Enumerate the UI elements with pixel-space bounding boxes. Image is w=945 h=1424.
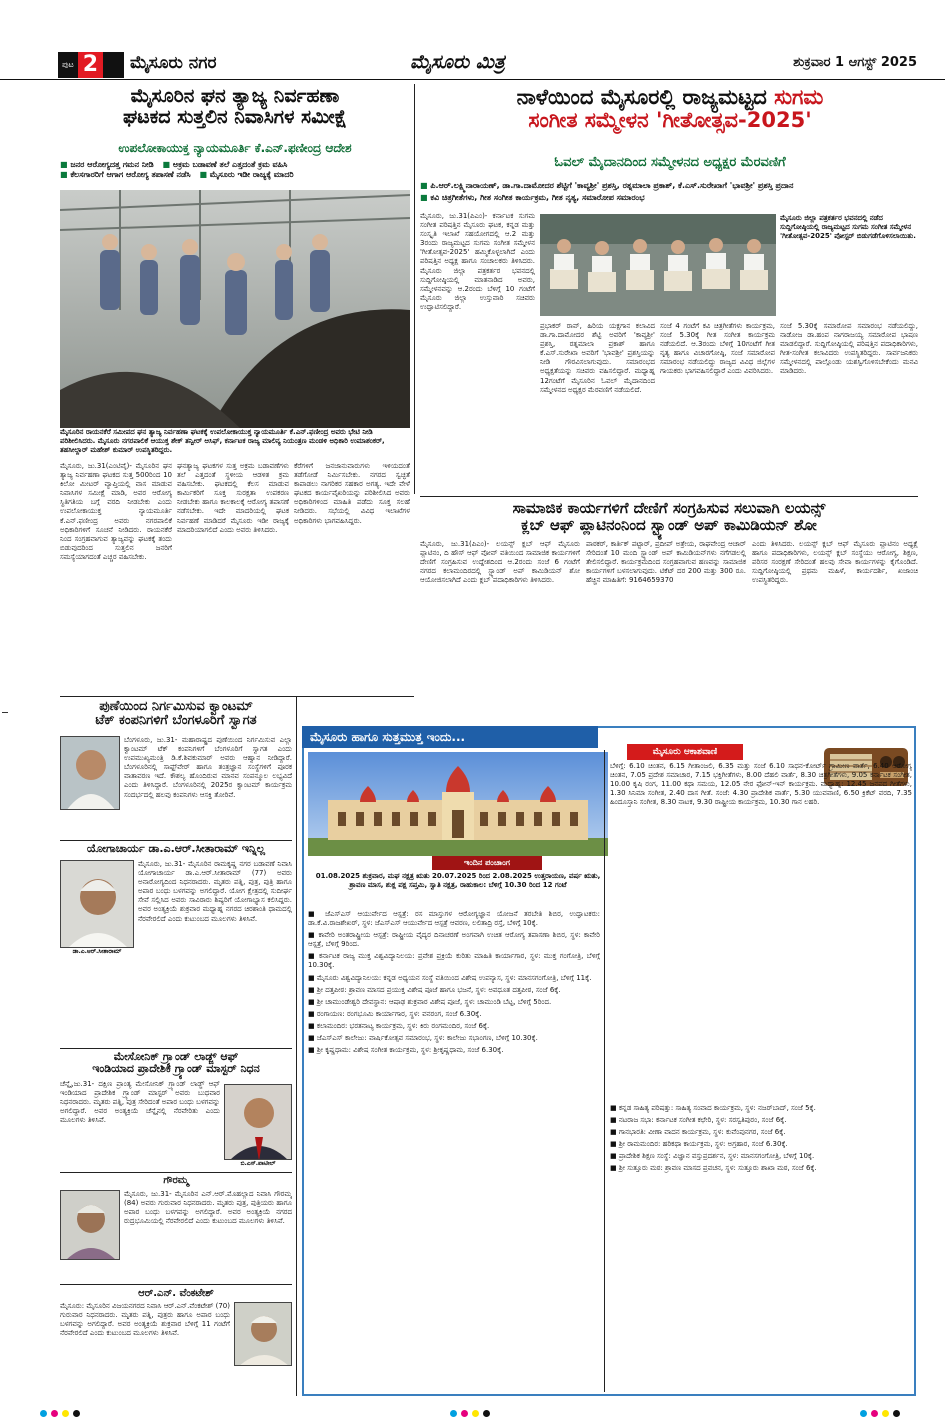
story6-headline (60, 1051, 292, 1075)
story2-headline-part2: ಸುಗಮ (774, 85, 824, 109)
event-item: ■ ಶ್ರೀ ಚಾಮುಂಡೇಶ್ವರಿ ದೇವಸ್ಥಾನ: ಆಷಾಢ ಶುಕ್ರವಾರ ವಿಶೇಷ ಪೂಜೆ, ಸ್ಥಳ: ಚಾಮುಂಡಿ ಬೆಟ್ಟ, ಬೆಳಿಗ್ಗೆ 5ರಿಂದ. (308, 997, 552, 1006)
event-item: ■ ರಂಗಾಯಣ: ರಂಗಭೂಮಿ ಕಾರ್ಯಾಗಾರ, ಸ್ಥಳ: ವನರಂಗ, ಸಂಜೆ 6.30ಕ್ಕೆ. (308, 1009, 482, 1018)
event-item: ■ ಕರ್ನಾಟಕ ರಾಜ್ಯ ಮುಕ್ತ ವಿಶ್ವವಿದ್ಯಾನಿಲಯ: ಪ್ರವೇಶ ಪ್ರಕ್ರಿಯೆ ಕುರಿತು ಮಾಹಿತಿ ಕಾರ್ಯಾಗಾರ, ಸ್ಥಳ: ಮುಕ್ತ ಗಂಗೋತ್ರಿ, ಬೆಳಿಗ್ಗೆ 10.30ಕ್ಕೆ. (308, 952, 600, 970)
panchanga-header: ಇಂದಿನ ಪಂಚಾಂಗ (432, 856, 542, 870)
story4-headline-line1: ಪುಣೆಯಿಂದ ನಿರ್ಗಮಿಸುವ ಕ್ವಾಂಟಮ್ (99, 699, 253, 714)
story1-photo (60, 190, 410, 428)
event-item: ■ ಜೆಎಸ್‌ಎಸ್ ಆಯುರ್ವೇದ ಆಸ್ಪತ್ರೆ: ರಸ ಮಾಸ್ತುಗಳ ಆರೋಗ್ಯಜ್ಞಾನ ಯೋಜನೆ ತರಬೇತಿ ಶಿಬಿರ, ಉದ್ಘಾಟಕರು: ಡಾ.ಕೆ.ವಿ.ರಾಜಶೇಖರ್, ಸ್ಥಳ: ಜೆಎಸ್‌ಎಸ್ ಆಯುರ್ವೇದ ಆಸ್ಪತ್ರೆ ಆವರಣ, ಲಲಿತಾದ್ರಿ ರಸ್ತೆ, ಬೆಳಿಗ್ಗೆ 10ಕ್ಕೆ. (308, 910, 600, 928)
magenta-dot (51, 1410, 58, 1417)
story4-body: ಬೆಂಗಳೂರು, ಜು.31- ಮಹಾರಾಷ್ಟ್ರದ ಪುಣೆಯಿಂದ ನಿರ್ಗಮಿಸುವ ಎಲ್ಲಾ ಕ್ವಾಂಟಮ್ ಟೆಕ್ ಕಂಪನಿಗಳಿಗೆ ಬೆಂಗಳೂರಿಗೆ ಸ್ವಾಗತ ಎಂದು ಉಪಮುಖ್ಯಮಂತ್ರಿ ಡಿ.ಕೆ.ಶಿವಕುಮಾರ್ ಅವರು ಆಹ್ವಾನ ನೀಡಿದ್ದಾರೆ. ಬೆಂಗಳೂರಿನಲ್ಲಿ ಸಾಫ್ಟ್‌ವೇರ್ ಹಾಗೂ ತಂತ್ರಜ್ಞಾನ ಸಂಸ್ಥೆಗಳಿಗೆ ಪೂರಕ ವಾತಾವರಣ ಇದೆ. ಕೌಶಲ್ಯ ಹೊಂದಿರುವ ಮಾನವ ಸಂಪನ್ಮೂಲ ಲಭ್ಯವಿದೆ ಎಂದು ತಿಳಿಸಿದ್ದಾರೆ. ಬೆಂಗಳೂರಿನಲ್ಲಿ 2025ರ ಕ್ವಾಂಟಮ್ ಕಾರ್ಯಕ್ರಮ ಸಂದರ್ಭದಲ್ಲಿ ಹಲವು ಕಂಪನಿಗಳು ಆಸಕ್ತಿ ತೋರಿವೆ. (124, 736, 292, 799)
page-label: ಪುಟ (62, 59, 74, 69)
story5-bottom-rule (60, 1048, 292, 1049)
obit1-body: ಮೈಸೂರು, ಜು.31- ಮೈಸೂರಿನ ಎನ್.ಆರ್.ಮೊಹಲ್ಲಾದ ನಿವಾಸಿ ಗೌರಮ್ಮ (84) ಅವರು ಗುರುವಾರ ನಿಧನರಾದರು. ಮೃತರು ಪುತ್ರ, ಪುತ್ರಿಯರು ಹಾಗೂ ಅಪಾರ ಬಂಧು ಬಳಗವನ್ನು ಅಗಲಿದ್ದಾರೆ. ಅವರ ಅಂತ್ಯಕ್ರಿಯೆ ನಗರದ ರುದ್ರಭೂಮಿಯಲ್ಲಿ ನೆರವೇರಲಿದೆ ಎಂದು ಕುಟುಂಬದ ಮೂಲಗಳು ತಿಳಿಸಿವೆ. (124, 1190, 292, 1226)
bullet: ■ ಮೈಸೂರು ಇಡೀ ರಾಜ್ಯಕ್ಕೆ ಮಾದರಿ (199, 170, 293, 180)
column-divider (414, 84, 415, 494)
story1-subhead: ಉಪಲೋಕಾಯುಕ್ತ ನ್ಯಾಯಮೂರ್ತಿ ಕೆ.ಎನ್.ಫಣೀಂದ್ರ ಆದೇಶ (118, 141, 352, 155)
story2-headline-line2: ಸಂಗೀತ ಸಮ್ಮೇಳನ 'ಗೀತೋತ್ಸವ-2025' (528, 108, 812, 133)
story2-caption: ಮೈಸೂರು ಜಿಲ್ಲಾ ಪತ್ರಕರ್ತರ ಭವನದಲ್ಲಿ ನಡೆದ ಸುದ್ದಿಗೋಷ್ಠಿಯಲ್ಲಿ ರಾಜ್ಯಮಟ್ಟದ ಸುಗಮ ಸಂಗೀತ ಸಮ್ಮೇಳನ 'ಗೀತೋತ್ಸವ-2025' ಪೋಸ್ಟರ್ ಬಿಡುಗಡೆಗೊಳಿಸಲಾಯಿತು. (780, 214, 916, 241)
story3-headline (420, 500, 918, 533)
event-item: ■ ಜೆಎಸ್‌ಎಸ್ ಕಾಲೇಜು: ವಾರ್ಷಿಕೋತ್ಸವ ಸಮಾರಂಭ, ಸ್ಥಳ: ಕಾಲೇಜು ಸಭಾಂಗಣ, ಬೆಳಿಗ್ಗೆ 10.30ಕ್ಕೆ. (308, 1034, 538, 1043)
story4-headline-line2: ಟೆಕ್ ಕಂಪನಿಗಳಿಗೆ ಬೆಂಗಳೂರಿಗೆ ಸ್ವಾಗತ (95, 713, 257, 729)
story3-body-col2: ಪಾಠಕರ್, ಕಾರ್ತಿಕ್ ಪಟ್ಟಾರ್, ಪ್ರದೀಪ್ ಅತ್ರೇಯ, ರಾಘವೇಂದ್ರ ಆಚಾರ್ ಸೇರಿದಂತೆ 10 ಮಂದಿ ಸ್ಟ್ಯಾಂಡ್ ಅಪ್ ಕಾಮಿಡಿಯನ್‌ಗಳು ನಗೆಗಡಲಲ್ಲಿ ತೇಲಿಸಲಿದ್ದಾರೆ. ಕಾರ್ಯಕ್ರಮದಿಂದ ಸಂಗ್ರಹವಾಗುವ ಹಣವನ್ನು ಸಾಮಾಜಿಕ ಕಾರ್ಯಗಳಿಗೆ ಬಳಸಲಾಗುವುದು. ಟಿಕೆಟ್ ದರ 200 ಮತ್ತು 300 ರೂ. ಹೆಚ್ಚಿನ ಮಾಹಿತಿಗೆ: 9164659370 (586, 540, 746, 585)
event-item: ■ ಶ್ರೀ ದತ್ತಪೀಠ: ಶ್ರಾವಣ ಮಾಸದ ಪ್ರಯುಕ್ತ ವಿಶೇಷ ಪೂಜೆ ಹಾಗೂ ಭಜನೆ, ಸ್ಥಳ: ಅವಧೂತ ದತ್ತಪೀಠ, ಸಂಜೆ 6ಕ್ಕೆ. (308, 985, 561, 994)
story5-photo (60, 860, 134, 948)
panchanga-text: 01.08.2025 ಶುಕ್ರವಾರ, ಮಘ ನಕ್ಷತ್ರ ಋತು 20.07.2025 ರಿಂದ 2.08.2025 ಉತ್ತರಾಯಣ, ವರ್ಷ ಋತು, ಶ್ರಾವಣ ಮಾಸ, ಶುಕ್ಲ ಪಕ್ಷ ಸಪ್ತಮಿ, ಸ್ವಾತಿ ನಕ್ಷತ್ರ, ರಾಹುಕಾಲ: ಬೆಳಿಗ್ಗೆ 10.30 ರಿಂದ 12 ಗಂಟೆ (315, 872, 601, 890)
bullet: ■ ಕೆಲಸಗಾರರಿಗೆ ಆಗಾಗ ಆರೋಗ್ಯ ತಪಾಸಣೆ ನಡೆಸಿ (60, 170, 191, 180)
story3-body-col1: ಮೈಸೂರು, ಜು.31(ಪಿಎಂ)- ಲಯನ್ಸ್ ಕ್ಲಬ್ ಆಫ್ ಮೈಸೂರು ಪ್ಲಾಟಿನಂ, ದಿ ಹೌಸ್ ಆಫ್ ವೋವ್ ವತಿಯಿಂದ ಸಾಮಾಜಿಕ ಕಾರ್ಯಗಳಿಗೆ ದೇಣಿಗೆ ಸಂಗ್ರಹಿಸುವ ಉದ್ದೇಶದಿಂದ ಆ.2ರಂದು ಸಂಜೆ 6 ಗಂಟೆಗೆ ನಗರದ ಕಲಾಮಂದಿರದಲ್ಲಿ ಸ್ಟ್ಯಾಂಡ್ ಅಪ್ ಕಾಮಿಡಿಯನ್ ಶೋ ಆಯೋಜಿಸಲಾಗಿದೆ ಎಂದು ಕ್ಲಬ್ ಪದಾಧಿಕಾರಿಗಳು ತಿಳಿಸಿದರು. (420, 540, 580, 585)
story2-bottom-rule (420, 496, 918, 497)
grand-master-photo (225, 1085, 292, 1160)
mysore-palace-illustration (308, 752, 608, 856)
press-meet-photo (540, 214, 776, 316)
obit1-photo (60, 1190, 120, 1260)
event-item: ■ ಶ್ರೀ ಕೃಷ್ಣಧಾಮ: ವಿಶೇಷ ಸಂಗೀತ ಕಾರ್ಯಕ್ರಮ, ಸ್ಥಳ: ಶ್ರೀಕೃಷ್ಣಧಾಮ, ಸಂಜೆ 6.30ಕ್ಕೆ. (308, 1046, 504, 1055)
event-item: ■ ಕಲಾಮಂದಿರ: ಭರತನಾಟ್ಯ ಕಾರ್ಯಕ್ರಮ, ಸ್ಥಳ: ಕಿರು ರಂಗಮಂದಿರ, ಸಂಜೆ 6ಕ್ಕೆ. (308, 1021, 490, 1030)
bullet: ■ ಕವಿ ಚಿತ್ರಗೀತೆಗಳು, ಗೀತ ಸಂಗೀತ ಕಾರ್ಯಕ್ರಮ, ಗೀತ ನೃತ್ಯ, ಸಮಾರೋಪ ಸಮಾರಂಭ (420, 192, 645, 204)
black-dot (483, 1410, 490, 1417)
story3-headline-line1: ಸಾಮಾಜಿಕ ಕಾರ್ಯಗಳಿಗೆ ದೇಣಿಗೆ ಸಂಗ್ರಹಿಸುವ ಸಲುವಾಗಿ ಲಯನ್ಸ್ (512, 499, 826, 517)
story2-headline (420, 86, 920, 132)
margin-tick (2, 712, 8, 713)
story1-headline-line2: ಘಟಕದ ಸುತ್ತಲಿನ ನಿವಾಸಿಗಳ ಸಮೀಕ್ಷೆ (123, 105, 347, 128)
story6-headline-line2: ಇಂಡಿಯಾದ ಪ್ರಾದೇಶಿಕ ಗ್ರ್ಯಾಂಡ್ ಮಾಸ್ಟರ್ ನಿಧನ (92, 1062, 260, 1076)
events-column-divider (604, 750, 605, 1392)
cyan-dot (450, 1410, 457, 1417)
story1-bottom-rule (60, 696, 414, 697)
cyan-dot (40, 1410, 47, 1417)
story6-photo (224, 1084, 292, 1160)
radio-header: ಮೈಸೂರು ಆಕಾಶವಾಣಿ (627, 744, 743, 760)
story1-bullets (60, 160, 412, 180)
cyan-dot (860, 1410, 867, 1417)
radio-schedule: ಬೆಳಿಗ್ಗೆ: 6.10 ಚಿಂತನ, 6.15 ಗೀತಾಂಜಲಿ, 6.35 ಮತ್ತು ಸಂಜೆ 6.10 ಸಾಧನ-ಕೋರ್ಟ್ ಗ್ರಾಮೀಣ ವಾರ್ತೆ, 6.40 ಆರೋಗ್ಯ ಚಿಂತನ, 7.05 ಪ್ರದೇಶ ಸಮಾಚಾರ, 7.15 ಭಕ್ತಿಗೀತೆಗಳು, 8.00 ದೆಹಲಿ ವಾರ್ತೆ, 8.30 ಚಿತ್ರಗೀತೆಗಳು, 9.05 ಕರ್ನಾಟಕ ಸಂಗೀತ, 10.00 ಕೃಷಿ ರಂಗ, 11.00 ಕಥಾ ಸಮಯ, 12.05 ನೇರ ಫೋನ್-ಇನ್ ಕಾರ್ಯಕ್ರಮ. ಮಧ್ಯಾಹ್ನ: 12.45 ಜನಪದ ಗೀತೆಗಳು, 1.30 ಸಿನಿಮಾ ಸಂಗೀತ, 2.40 ದಾಸ ಗೀತೆ. ಸಂಜೆ: 4.30 ಪ್ರಾದೇಶಿಕ ವಾರ್ತೆ, 5.30 ಯುವವಾಣಿ, 6.50 ಕ್ರಿಕೆಟ್ ವರದಿ, 7.35 ಹಿಂದೂಸ್ತಾನಿ ಸಂಗೀತ, 8.30 ನಾಟಕ, 9.30 ರಾಷ್ಟ್ರೀಯ ಕಾರ್ಯಕ್ರಮ, 10.30 ಗಾನ ಲಹರಿ. (610, 762, 912, 807)
registration-marks-center (450, 1410, 490, 1418)
story2-body-col1: ಮೈಸೂರು, ಜು.31(ಪಿಎಂ)- ಕರ್ನಾಟಕ ಸುಗಮ ಸಂಗೀತ ಪರಿಷತ್ತಿನ ಮೈಸೂರು ಘಟಕ, ಕನ್ನಡ ಮತ್ತು ಸಂಸ್ಕೃತಿ ಇಲಾಖೆ ಸಹಯೋಗದಲ್ಲಿ ಆ.2 ಮತ್ತು 3ರಂದು ರಾಜ್ಯಮಟ್ಟದ ಸುಗಮ ಸಂಗೀತ ಸಮ್ಮೇಳನ 'ಗೀತೋತ್ಸವ-2025' ಹಮ್ಮಿಕೊಳ್ಳಲಾಗಿದೆ ಎಂದು ಪರಿಷತ್ತಿನ ಅಧ್ಯಕ್ಷ ಹಾಗೂ ಸಂಚಾಲಕರು ತಿಳಿಸಿದರು. ಮೈಸೂರು ಜಿಲ್ಲಾ ಪತ್ರಕರ್ತರ ಭವನದಲ್ಲಿ ಸುದ್ದಿಗೋಷ್ಠಿಯಲ್ಲಿ ಮಾತನಾಡಿದ ಅವರು, ಸಮ್ಮೇಳನವನ್ನು ಆ.2ರಂದು ಬೆಳಿಗ್ಗೆ 10 ಗಂಟೆಗೆ ಮೈಸೂರು ಜಿಲ್ಲಾ ಉಸ್ತುವಾರಿ ಸಚಿವರು ಉದ್ಘಾಟಿಸಲಿದ್ದಾರೆ. (420, 212, 535, 311)
events-list-col2 (610, 1104, 912, 1392)
story5-photo-caption: ಡಾ.ಎ.ಆರ್.ಸೀತಾರಾಮ್ (72, 948, 122, 955)
story2-headline-line1 (420, 86, 920, 109)
event-item: ■ ಪ್ರಾದೇಶಿಕ ಶಿಕ್ಷಣ ಸಂಸ್ಥೆ: ವಿಜ್ಞಾನ ವಸ್ತುಪ್ರದರ್ಶನ, ಸ್ಥಳ: ಮಾನಸಗಂಗೋತ್ರಿ, ಬೆಳಿಗ್ಗೆ 10ಕ್ಕೆ. (610, 1152, 815, 1161)
sitaram-photo (61, 861, 134, 948)
registration-marks-left (40, 1410, 80, 1418)
event-item: ■ ಕನ್ನಡ ಸಾಹಿತ್ಯ ಪರಿಷತ್ತು: ಸಾಹಿತ್ಯ ಸಂವಾದ ಕಾರ್ಯಕ್ರಮ, ಸ್ಥಳ: ನಜರ್‌ಬಾದ್, ಸಂಜೆ 5ಕ್ಕೆ. (610, 1104, 816, 1112)
story5-headline: ಯೋಗಾಚಾರ್ಯ ಡಾ.ಎ.ಆರ್.ಸೀತಾರಾಮ್ ಇನ್ನಿಲ್ಲ (86, 842, 266, 855)
story2-bullets (420, 180, 920, 204)
black-dot (893, 1410, 900, 1417)
magenta-dot (461, 1410, 468, 1417)
yellow-dot (882, 1410, 889, 1417)
event-item: ■ ಕಾವೇರಿ ಅಂತರಾಷ್ಟ್ರೀಯ ಆಸ್ಪತ್ರೆ: ರಾಷ್ಟ್ರೀಯ ವೈದ್ಯರ ದಿನಾಚರಣೆ ಅಂಗವಾಗಿ ಉಚಿತ ಆರೋಗ್ಯ ತಪಾಸಣಾ ಶಿಬಿರ, ಸ್ಥಳ: ಕಾವೇರಿ ಆಸ್ಪತ್ರೆ, ಬೆಳಿಗ್ಗೆ 9ರಿಂದ. (308, 931, 600, 949)
section-name: ಮೈಸೂರು ನಗರ (130, 53, 217, 73)
story4-photo (60, 736, 120, 810)
event-item: ■ ಶ್ರೀ ರಾಮಮಂದಿರ: ಹರಿಕಥಾ ಕಾರ್ಯಕ್ರಮ, ಸ್ಥಳ: ಅಗ್ರಹಾರ, ಸಂಜೆ 6.30ಕ್ಕೆ. (610, 1140, 788, 1149)
venkatesh-photo (235, 1303, 292, 1366)
event-item: ■ ಮೈಸೂರು ವಿಶ್ವವಿದ್ಯಾನಿಲಯ: ಕನ್ನಡ ಅಧ್ಯಯನ ಸಂಸ್ಥೆ ವತಿಯಿಂದ ವಿಶೇಷ ಉಪನ್ಯಾಸ, ಸ್ಥಳ: ಮಾನಸಗಂಗೋತ್ರಿ, ಬೆಳಿಗ್ಗೆ 11ಕ್ಕೆ. (308, 973, 592, 982)
story2-body-col4: ಸಂಜೆ 5.30ಕ್ಕೆ ಸಮಾರೋಪ ಸಮಾರಂಭ ನಡೆಯಲಿದ್ದು, ನಾಡೋಜ ಡಾ.ಹಂಪ ನಾಗರಾಜಯ್ಯ ಸಮಾರೋಪ ಭಾಷಣ ಮಾಡಲಿದ್ದಾರೆ. ಸುದ್ದಿಗೋಷ್ಠಿಯಲ್ಲಿ ಪರಿಷತ್ತಿನ ಪದಾಧಿಕಾರಿಗಳು, ಗೀತ-ಸಂಗೀತ ಕಲಾವಿದರು ಉಪಸ್ಥಿತರಿದ್ದರು. ಸಾರ್ವಜನಿಕರು ಸಮ್ಮೇಳನದಲ್ಲಿ ಪಾಲ್ಗೊಂಡು ಯಶಸ್ವಿಗೊಳಿಸಬೇಕೆಂದು ಮನವಿ ಮಾಡಿದರು. (780, 322, 918, 376)
story2-body-col3: ಸಂಜೆ 4 ಗಂಟೆಗೆ ಕವಿ ಚಿತ್ರಗೀತೆಗಳು ಕಾರ್ಯಕ್ರಮ, ಸಂಜೆ 5.30ಕ್ಕೆ ಗೀತ ಸಂಗೀತ ಕಾರ್ಯಕ್ರಮ ನಡೆಯಲಿದೆ. ಆ.3ರಂದು ಬೆಳಿಗ್ಗೆ 10ಗಂಟೆಗೆ ಗೀತ ನೃತ್ಯ ಹಾಗೂ ವಿಚಾರಗೋಷ್ಠಿ, ಸಂಜೆ ಸಮಾರೋಪ ಸಮಾರಂಭ ನಡೆಯಲಿದ್ದು ರಾಜ್ಯದ ವಿವಿಧ ಜಿಲ್ಲೆಗಳ ಗಾಯಕರು ಭಾಗವಹಿಸಲಿದ್ದಾರೆ ಎಂದು ವಿವರಿಸಿದರು. (660, 322, 775, 376)
event-item: ■ ನಟರಾಜ ಸಭಾ: ಕರ್ನಾಟಕ ಸಂಗೀತ ಕಛೇರಿ, ಸ್ಥಳ: ಸರಸ್ವತಿಪುರಂ, ಸಂಜೆ 6ಕ್ಕೆ. (610, 1116, 787, 1125)
obit1-bottom-rule (60, 1284, 292, 1285)
story6-headline-line1: ಮೇಸೋನಿಕ್ ಗ್ರ್ಯಾಂಡ್ ಲಾಡ್ಜ್ ಆಫ್ (113, 1050, 239, 1063)
obit2-photo (234, 1302, 292, 1366)
newspaper-logo: ಮೈಸೂರು ಮಿತ್ರ (410, 51, 505, 73)
story1-headline (60, 86, 410, 128)
story1-headline-line1: ಮೈಸೂರಿನ ಘನ ತ್ಯಾಜ್ಯ ನಿರ್ವಹಣಾ (130, 85, 340, 107)
story2-photo (540, 214, 776, 316)
magenta-dot (871, 1410, 878, 1417)
obit2-body: ಮೈಸೂರು: ಮೈಸೂರಿನ ವಿಜಯನಗರದ ನಿವಾಸಿ ಆರ್.ಎನ್.ವೆಂಕಟೇಶ್ (70) ಗುರುವಾರ ನಿಧನರಾದರು. ಮೃತರು ಪತ್ನಿ, ಪುತ್ರರು ಹಾಗೂ ಅಪಾರ ಬಂಧು ಬಳಗವನ್ನು ಅಗಲಿದ್ದಾರೆ. ಅವರ ಅಂತ್ಯಕ್ರಿಯೆ ಶುಕ್ರವಾರ ಬೆಳಿಗ್ಗೆ 11 ಗಂಟೆಗೆ ನೆರವೇರಲಿದೆ ಎಂದು ಕುಟುಂಬದ ಮೂಲಗಳು ತಿಳಿಸಿವೆ. (60, 1302, 230, 1338)
story6-bottom-rule (60, 1172, 292, 1173)
story6-photo-caption: ಬಿ.ಎಸ್.ಪಾಟೀಲ್ (240, 1160, 276, 1167)
story2-subhead: ಓವಲ್ ಮೈದಾನದಿಂದ ಸಮ್ಮೇಳನದ ಅಧ್ಯಕ್ಷರ ಮೆರವಣಿಗೆ (554, 155, 786, 170)
events-header: ಮೈಸೂರು ಹಾಗೂ ಸುತ್ತಮುತ್ತ ಇಂದು... (302, 726, 598, 748)
page-number: 2 (78, 52, 103, 78)
story1-body-col1: ಮೈಸೂರು, ಜು.31(ಎಂಟಿವೈ)- ಮೈಸೂರಿನ ಘನ ತ್ಯಾಜ್ಯ ನಿರ್ವಹಣಾ ಘಟಕದ ಸುತ್ತ 500ರಿಂದ 10 ಕಿಲೋ ಮೀಟರ್ ವ್ಯಾಪ್ತಿಯಲ್ಲಿ ವಾಸ ಮಾಡುವ ನಿವಾಸಿಗಳ ಸಮೀಕ್ಷೆ ಮಾಡಿ, ಅವರ ಆರೋಗ್ಯ ಸ್ಥಿತಿಗತಿಯ ಬಗ್ಗೆ ವರದಿ ನೀಡಬೇಕು ಎಂದು ಉಪಲೋಕಾಯುಕ್ತ ನ್ಯಾಯಮೂರ್ತಿ ಕೆ.ಎನ್.ಫಣೀಂದ್ರ ಅವರು ನಗರಪಾಲಿಕೆ ಅಧಿಕಾರಿಗಳಿಗೆ ಸೂಚನೆ ನೀಡಿದರು. ರಾಯನಕೆರೆ ನಿಂದ ಸಂಗ್ರಹವಾಗುವ ತ್ಯಾಜ್ಯವನ್ನು ಘಟಕಕ್ಕೆ ತಂದು ಬಿಡುವುದರಿಂದ ಸುತ್ತಲಿನ ಜನರಿಗೆ ಸಮಸ್ಯೆಯಾಗದಂತೆ ಎಚ್ಚರ ವಹಿಸಬೇಕು. (60, 462, 172, 561)
events-list-col1 (308, 910, 600, 1392)
story1-body-col3: ಕೆರೆಗಳಿಗೆ ಜನಜಾನುವಾರುಗಳು ಇಳಿಯದಂತೆ ತಡೆಗೋಡೆ ನಿರ್ಮಿಸಬೇಕು. ನಗರದ ಸ್ವಚ್ಛತೆ ಕಾಪಾಡಲು ನಾಗರಿಕರ ಸಹಕಾರ ಅಗತ್ಯ. ಇದೇ ವೇಳೆ ಘಟಕದ ಕಾರ್ಯವೈಖರಿಯನ್ನು ಪರಿಶೀಲಿಸಿದ ಅವರು ಅಧಿಕಾರಿಗಳಿಂದ ಮಾಹಿತಿ ಪಡೆದು ಸೂಕ್ತ ಸಲಹೆ ನೀಡಿದರು. ಸಭೆಯಲ್ಲಿ ವಿವಿಧ ಇಲಾಖೆಗಳ ಅಧಿಕಾರಿಗಳು ಭಾಗವಹಿಸಿದ್ದರು. (294, 462, 410, 525)
story3-headline-line2: ಕ್ಲಬ್ ಆಫ್ ಪ್ಲಾಟಿನಂನಿಂದ ಸ್ಟ್ಯಾಂಡ್ ಅಪ್ ಕಾಮಿಡಿಯನ್ ಶೋ (521, 515, 817, 534)
gauramma-photo (61, 1191, 120, 1260)
story2-body-col2: ಪ್ರಭಾಕರ್ ರಾವ್, ಹಿರಿಯ ಯಕ್ಷಗಾನ ಕಲಾವಿದ ಡಾ.ಗಾ.ದಾಮೋದರ ಶೆಟ್ಟಿ ಅವರಿಗೆ 'ಕಾವ್ಯಶ್ರೀ' ಪ್ರಶಸ್ತಿ, ರತ್ನಮಾಲಾ ಪ್ರಕಾಶ್ ಹಾಗೂ ಕೆ.ಎಸ್.ಸುರೇಖಾ ಅವರಿಗೆ 'ಭಾವಶ್ರೀ' ಪ್ರಶಸ್ತಿಯನ್ನು ನೀಡಿ ಗೌರವಿಸಲಾಗುವುದು. ಸಮಾರಂಭದ ಅಧ್ಯಕ್ಷತೆಯನ್ನು ಸಚಿವರು ವಹಿಸಲಿದ್ದಾರೆ. ಮಧ್ಯಾಹ್ನ 12ಗಂಟೆಗೆ ಮೈಸೂರಿನ ಓವಲ್ ಮೈದಾನದಿಂದ ಸಮ್ಮೇಳನದ ಅಧ್ಯಕ್ಷರ ಮೆರವಣಿಗೆ ನಡೆಯಲಿದೆ. (540, 322, 655, 394)
palace-photo (308, 752, 608, 856)
story3-body-col3: ಎಂದು ತಿಳಿಸಿದರು. ಲಯನ್ಸ್ ಕ್ಲಬ್ ಆಫ್ ಮೈಸೂರು ಪ್ಲಾಟಿನಂ ಅಧ್ಯಕ್ಷೆ ಹಾಗೂ ಪದಾಧಿಕಾರಿಗಳು, ಲಯನ್ಸ್ ಕ್ಲಬ್ ಸಂಸ್ಥೆಯು ಆರೋಗ್ಯ, ಶಿಕ್ಷಣ, ಪರಿಸರ ಸಂರಕ್ಷಣೆ ಸೇರಿದಂತೆ ಹಲವು ಸೇವಾ ಕಾರ್ಯಗಳನ್ನು ಕೈಗೊಂಡಿದೆ. ಸುದ್ದಿಗೋಷ್ಠಿಯಲ್ಲಿ ಪ್ರಥಮ ಮಹಿಳೆ, ಕಾರ್ಯದರ್ಶಿ, ಖಜಾಂಚಿ ಉಪಸ್ಥಿತರಿದ್ದರು. (752, 540, 918, 585)
bullet: ■ ಜನರ ಆರೋಗ್ಯದತ್ತ ಗಮನ ನೀಡಿ (60, 160, 154, 170)
story4-headline (60, 700, 292, 729)
obit2-title: ಆರ್.ಎನ್. ವೆಂಕಟೇಶ್ (138, 1288, 214, 1299)
story2-headline-part1: ನಾಳೆಯಿಂದ ಮೈಸೂರಲ್ಲಿ ರಾಜ್ಯಮಟ್ಟದ (516, 85, 767, 109)
black-dot (73, 1410, 80, 1417)
bullet: ■ ಅಕ್ರಮ ಬಡಾವಣೆ ತಲೆ ಎತ್ತದಂತೆ ಕ್ರಮ ವಹಿಸಿ (163, 160, 288, 170)
issue-date: ಶುಕ್ರವಾರ 1 ಆಗಸ್ಟ್ 2025 (793, 55, 917, 70)
left-margin (0, 0, 50, 1424)
registration-marks-right (860, 1410, 900, 1418)
waste-plant-photo (60, 190, 410, 428)
event-item: ■ ಶ್ರೀ ಸುತ್ತೂರು ಮಠ: ಶ್ರಾವಣ ಮಾಸದ ಪ್ರವಚನ, ಸ್ಥಳ: ಸುತ್ತೂರು ಶಾಖಾ ಮಠ, ಸಂಜೆ 6ಕ್ಕೆ. (610, 1164, 817, 1173)
obit1-title: ಗೌರಮ್ಮ (163, 1175, 189, 1186)
story6-body: ಚೆನ್ನೈ,ಜು.31- ದಕ್ಷಿಣ ಪ್ರಾಂತ್ಯ ಮೇಸೋನಿಕ್ ಗ್ರ್ಯಾಂಡ್ ಲಾಡ್ಜ್ ಆಫ್ ಇಂಡಿಯಾದ ಪ್ರಾದೇಶಿಕ ಗ್ರ್ಯಾಂಡ್ ಮಾಸ್ಟರ್ ಅವರು ಬುಧವಾರ ನಿಧನರಾದರು. ಮೃತರು ಪತ್ನಿ, ಪುತ್ರ ಸೇರಿದಂತೆ ಅಪಾರ ಬಂಧು ಬಳಗವನ್ನು ಅಗಲಿದ್ದಾರೆ. ಅವರ ಅಂತ್ಯಕ್ರಿಯೆ ಚೆನ್ನೈನಲ್ಲಿ ನೆರವೇರಿತು ಎಂದು ಮೂಲಗಳು ತಿಳಿಸಿವೆ. (60, 1080, 220, 1125)
story1-caption: ಮೈಸೂರಿನ ರಾಯನಕೆರೆ ಸಮೀಪದ ಘನ ತ್ಯಾಜ್ಯ ನಿರ್ವಹಣಾ ಘಟಕಕ್ಕೆ ಉಪಲೋಕಾಯುಕ್ತ ನ್ಯಾಯಮೂರ್ತಿ ಕೆ.ಎನ್.ಫಣೀಂದ್ರ ಅವರು ಭೇಟಿ ನೀಡಿ ಪರಿಶೀಲಿಸಿದರು. ಮೈಸೂರು ನಗರಪಾಲಿಕೆ ಆಯುಕ್ತ ಶೇಕ್ ತನ್ವೀರ್ ಆಸಿಫ್, ಕರ್ನಾಟಕ ರಾಜ್ಯ ಮಾಲಿನ್ಯ ನಿಯಂತ್ರಣ ಮಂಡಳಿ ಅಧಿಕಾರಿ ಉಮಾಶಂಕರ್, ತಹಸೀಲ್ದಾರ್ ಮಹೇಶ್ ಕುಮಾರ್ ಉಪಸ್ಥಿತರಿದ್ದರು. (60, 428, 385, 455)
story1-body-col2: ಘನತ್ಯಾಜ್ಯ ಘಟಕಗಳ ಸುತ್ತ ಅಕ್ರಮ ಬಡಾವಣೆಗಳು ತಲೆ ಎತ್ತದಂತೆ ಸ್ಥಳೀಯ ಆಡಳಿತ ಕ್ರಮ ವಹಿಸಬೇಕು. ಘಟಕದಲ್ಲಿ ಕೆಲಸ ಮಾಡುವ ಕಾರ್ಮಿಕರಿಗೆ ಸೂಕ್ತ ಸುರಕ್ಷತಾ ಉಪಕರಣ ನೀಡಬೇಕು ಹಾಗೂ ಕಾಲಕಾಲಕ್ಕೆ ಆರೋಗ್ಯ ತಪಾಸಣೆ ನಡೆಸಬೇಕು. ಇದೇ ಮಾದರಿಯಲ್ಲಿ ಘಟಕ ನಿರ್ವಹಣೆ ಮಾಡಿದರೆ ಮೈಸೂರು ಇಡೀ ರಾಜ್ಯಕ್ಕೆ ಮಾದರಿಯಾಗಲಿದೆ ಎಂದು ಅವರು ತಿಳಿಸಿದರು. (177, 462, 289, 534)
story4-bottom-rule (60, 840, 292, 841)
page-number-badge (58, 52, 124, 78)
dk-shivakumar-photo (61, 737, 120, 810)
story5-body: ಮೈಸೂರು, ಜು.31- ಮೈಸೂರಿನ ರಾಮಕೃಷ್ಣ ನಗರ ಬಡಾವಣೆ ನಿವಾಸಿ ಯೋಗಾಚಾರ್ಯ ಡಾ.ಎ.ಆರ್.ಸೀತಾರಾಮ್ (77) ಅವರು ಅನಾರೋಗ್ಯದಿಂದ ನಿಧನರಾದರು. ಮೃತರು ಪತ್ನಿ, ಪುತ್ರ, ಪುತ್ರಿ ಹಾಗೂ ಅಪಾರ ಬಂಧು ಬಳಗವನ್ನು ಅಗಲಿದ್ದಾರೆ. ಯೋಗ ಕ್ಷೇತ್ರದಲ್ಲಿ ಸುದೀರ್ಘ ಸೇವೆ ಸಲ್ಲಿಸಿದ ಅವರು ಸಾವಿರಾರು ಶಿಷ್ಯರಿಗೆ ಯೋಗಾಭ್ಯಾಸ ಕಲಿಸಿದ್ದರು. ಅವರ ಅಂತ್ಯಕ್ರಿಯೆ ಶುಕ್ರವಾರ ಮಧ್ಯಾಹ್ನ ನಗರದ ಚಿರಶಾಂತಿ ಧಾಮದಲ್ಲಿ ನೆರವೇರಲಿದೆ ಎಂದು ಕುಟುಂಬದ ಮೂಲಗಳು ತಿಳಿಸಿವೆ. (138, 860, 292, 923)
yellow-dot (472, 1410, 479, 1417)
event-item: ■ ಗಾನಭಾರತಿ: ವೀಣಾ ವಾದನ ಕಾರ್ಯಕ್ರಮ, ಸ್ಥಳ: ಕುವೆಂಪುನಗರ, ಸಂಜೆ 6ಕ್ಕೆ. (610, 1128, 786, 1137)
left-column-divider (296, 696, 297, 1396)
bullet: ■ ಪಿ.ಆರ್.ಲಕ್ಷ್ಮಿನಾರಾಯಣ್, ಡಾ.ಗಾ.ದಾಮೋದರ ಶೆಟ್ಟಿಗೆ 'ಕಾವ್ಯಶ್ರೀ' ಪ್ರಶಸ್ತಿ, ರತ್ನಮಾಲಾ ಪ್ರಕಾಶ್, ಕೆ.ಎಸ್.ಸುರೇಖಾಗೆ 'ಭಾವಶ್ರೀ' ಪ್ರಶಸ್ತಿ ಪ್ರದಾನ (420, 180, 793, 192)
yellow-dot (62, 1410, 69, 1417)
